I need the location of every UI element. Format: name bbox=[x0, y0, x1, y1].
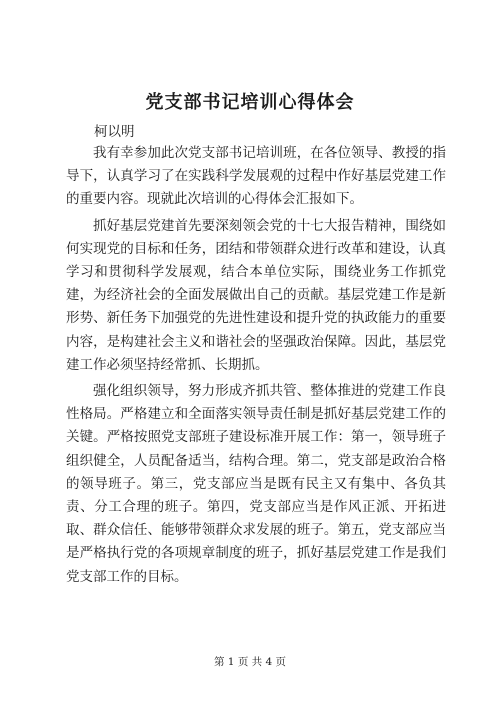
document-title: 党支部书记培训心得体会 bbox=[145, 92, 355, 113]
paragraph-intro: 我有幸参加此次党支部书记培训班，在各位领导、教授的指导下，认真学习了在实践科学发展观的过程中作好基层党建工作的重要内容。现就此次培训的心得体会汇报如下。 bbox=[66, 145, 446, 208]
paragraph-organization: 强化组织领导，努力形成齐抓共管、整体推进的党建工作良性格局。严格建立和全面落实领导责任制是抓好基层党建工作的关键。严格按照党支部班子建设标准开展工作：第一，领导班子组织健全，人员配备适当，结构合理。第二，党支部是政治合格的领导班子。第三，党支部应当是既有民主又有集中、各负其责、分工合理的班子。第四，党支部应当是作风正派、开拓进取、群众信任、能够带领群众求发展的班子。第五，党支部应当是严格执行党的各项规章制度的班子，抓好基层党建工作是我们党支部工作的目标。 bbox=[66, 383, 446, 585]
paragraph-party-building: 抓好基层党建首先要深刻领会党的十七大报告精神，围绕如何实现党的目标和任务，团结和带领群众进行改革和建设，认真学习和贯彻科学发展观，结合本单位实际，围绕业务工作抓党建，为经济社会的全面发展做出自己的贡献。基层党建工作是新形势、新任务下加强党的先进性建设和提升党的执政能力的重要内容，是构建社会主义和谐社会的坚强政治保障。因此，基层党建工作必须坚持经常抓、长期抓。 bbox=[66, 217, 446, 373]
page-footer: 第 1 页 共 4 页 bbox=[213, 656, 287, 668]
author-name: 柯以明 bbox=[94, 124, 135, 140]
document-body bbox=[66, 142, 446, 592]
